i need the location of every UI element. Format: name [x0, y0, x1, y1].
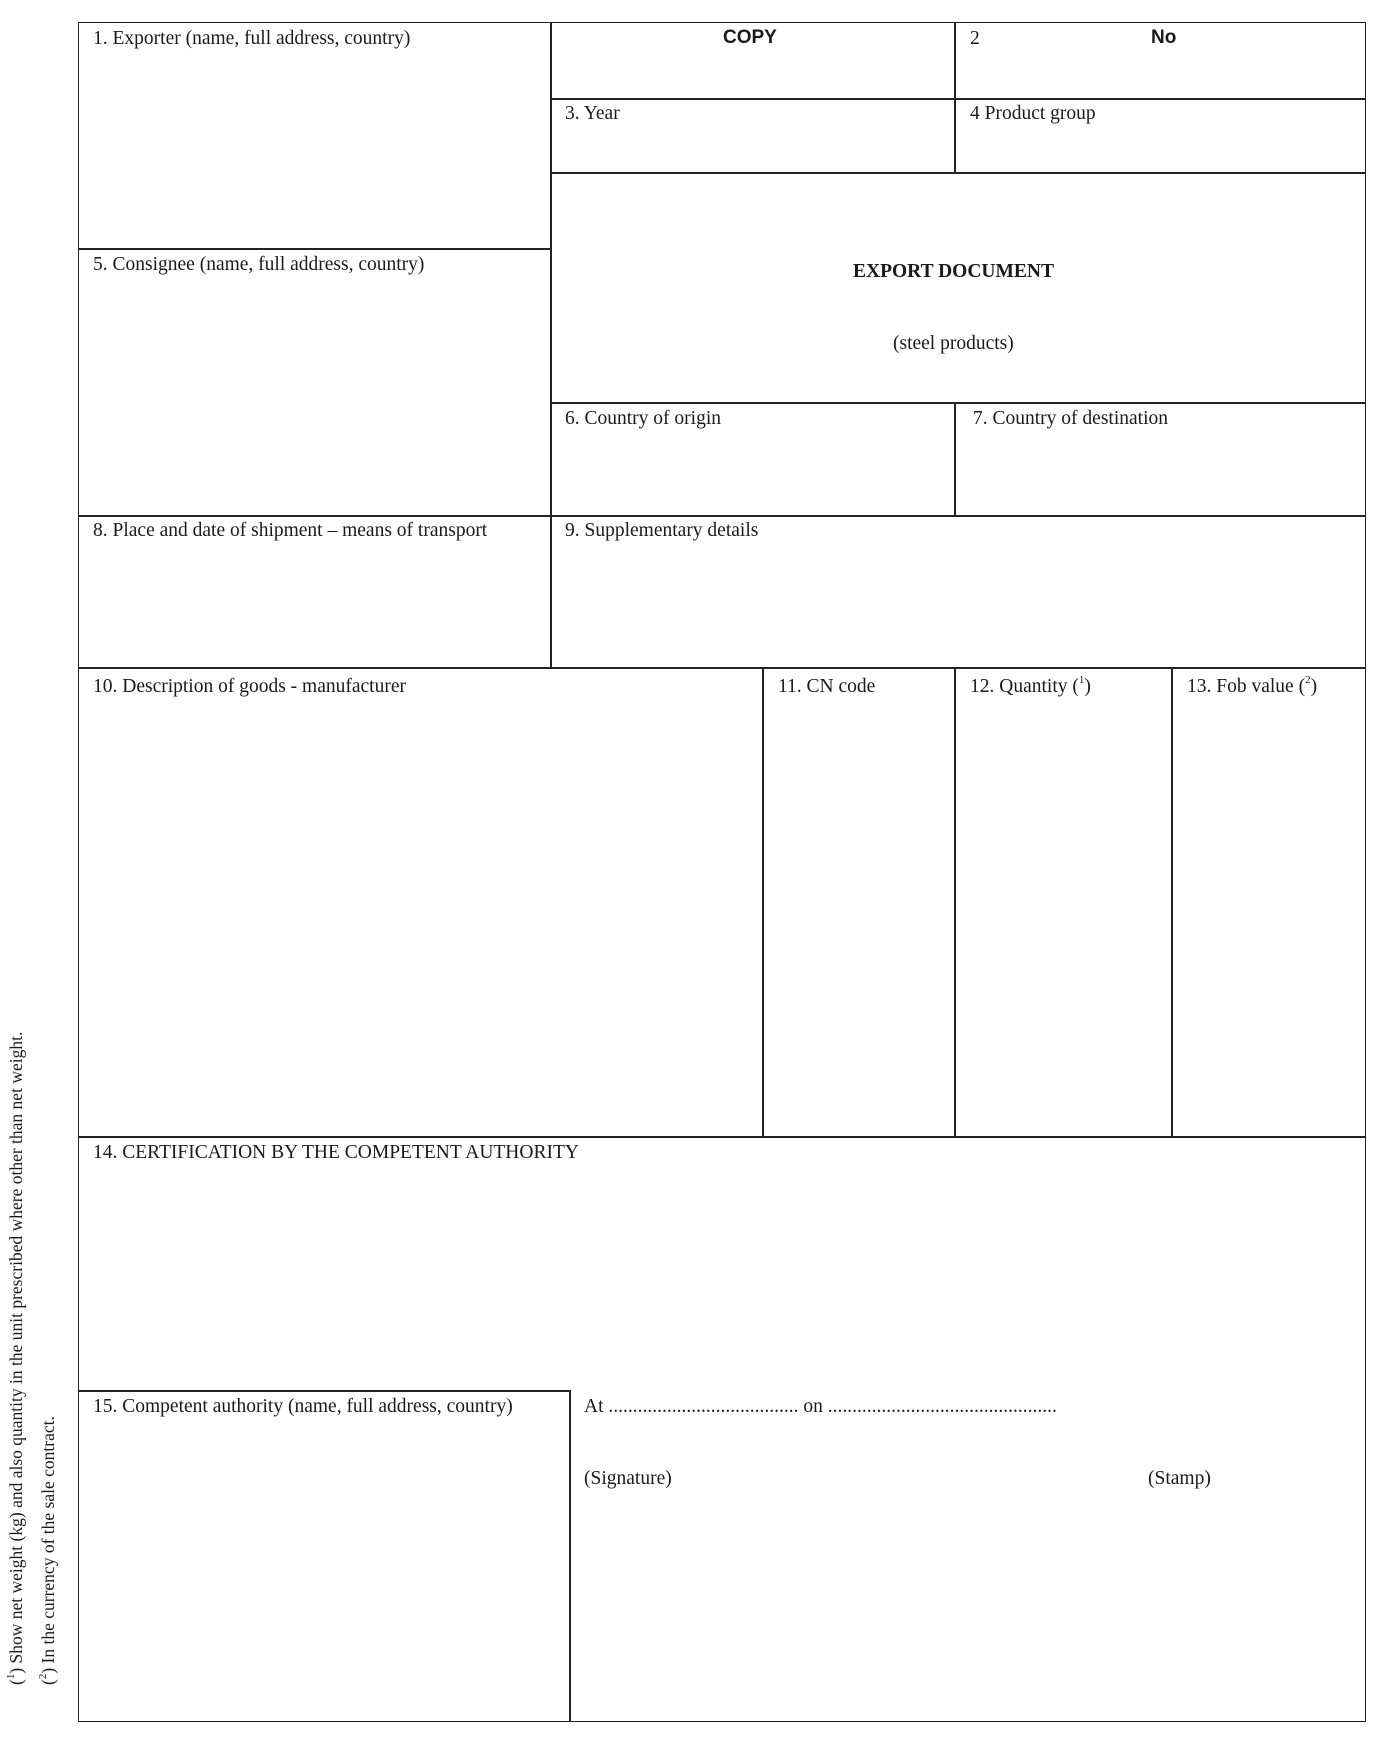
divider: [78, 1390, 570, 1392]
divider: [954, 22, 956, 172]
shipment-label: 8. Place and date of shipment – means of transport: [93, 520, 488, 541]
footnote-2-ref: 2: [37, 1673, 49, 1680]
footnote-1-text: Show net weight (kg) and also quantity in the unit prescribed where other than net weight.: [6, 1031, 26, 1664]
competent-authority-label: 15. Competent authority (name, full address, country): [93, 1396, 513, 1417]
product-group-label: 4 Product group: [970, 103, 1096, 124]
certification-label: 14. CERTIFICATION BY THE COMPETENT AUTHORITY: [93, 1142, 579, 1163]
divider: [762, 667, 764, 1137]
description-label: 10. Description of goods - manufacturer: [93, 676, 406, 697]
divider: [1171, 667, 1173, 1137]
footnote-1-ref: 1: [5, 1673, 17, 1680]
footnote-2-text: In the currency of the sale contract.: [38, 1416, 58, 1664]
copy-label: COPY: [723, 27, 777, 48]
divider: [78, 1136, 1366, 1138]
document-subtitle: (steel products): [893, 333, 1014, 354]
at-on-line: At ....................................... on ...............................................: [584, 1396, 1057, 1417]
box2-number-label: 2: [970, 28, 980, 49]
form-frame: [78, 22, 1366, 1722]
divider: [78, 248, 550, 250]
year-label: 3. Year: [565, 103, 620, 124]
divider: [550, 172, 1366, 174]
footnote-2: ($^2$) In the currency of the sale contract.: [37, 1416, 58, 1685]
cn-code-label: 11. CN code: [778, 676, 876, 697]
divider: [550, 402, 1366, 404]
divider: [550, 98, 1366, 100]
divider: [78, 515, 1366, 517]
document-no-label: No: [1151, 27, 1177, 48]
quantity-label-text: 12. Quantity (: [970, 676, 1079, 697]
quantity-note-ref: 1: [1078, 674, 1085, 686]
divider: [954, 402, 956, 515]
fob-note-ref: 2: [1305, 674, 1311, 686]
fob-value-label-text: 13. Fob value (: [1187, 676, 1306, 697]
country-destination-label: 7. Country of destination: [973, 408, 1168, 429]
footnote-1: ($^1$) Show net weight (kg) and also quantity in the unit prescribed where other than net weight.: [5, 1031, 26, 1685]
divider: [954, 667, 956, 1137]
quantity-label: 12. Quantity ($^1$): [970, 674, 1091, 697]
divider: [550, 22, 552, 668]
exporter-label: 1. Exporter (name, full address, country): [93, 28, 411, 49]
consignee-label: 5. Consignee (name, full address, country): [93, 254, 425, 275]
document-title: EXPORT DOCUMENT: [853, 261, 1055, 282]
supplementary-label: 9. Supplementary details: [565, 520, 759, 541]
signature-label: (Signature): [584, 1468, 672, 1489]
divider: [78, 667, 1366, 669]
stamp-label: (Stamp): [1148, 1468, 1211, 1489]
country-origin-label: 6. Country of origin: [565, 408, 721, 429]
fob-value-label: 13. Fob value ($^2$): [1187, 674, 1318, 697]
divider: [569, 1390, 571, 1722]
